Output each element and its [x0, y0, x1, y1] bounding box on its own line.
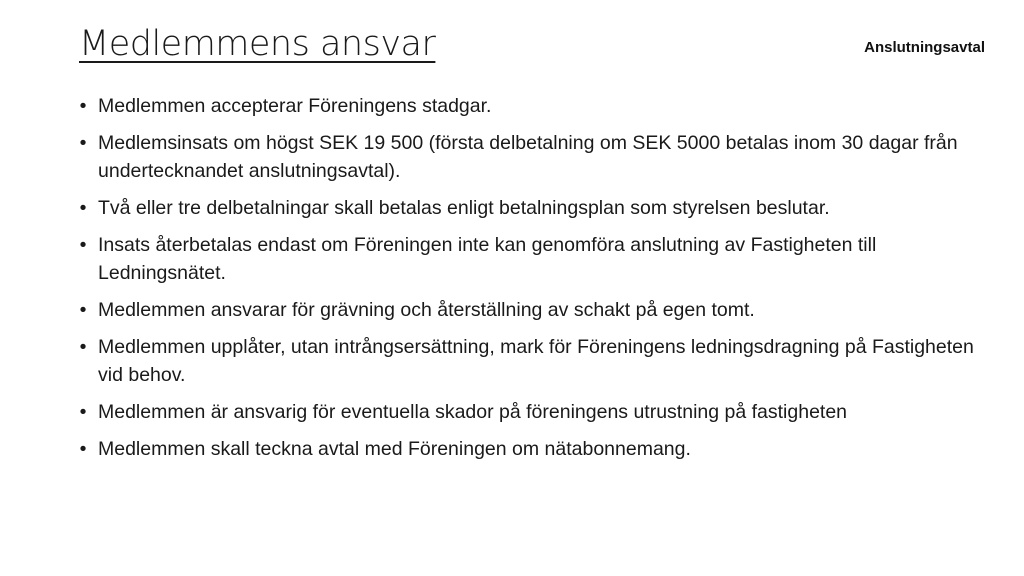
- bullet-icon: •: [79, 401, 87, 423]
- bullet-icon: •: [79, 336, 87, 358]
- bullet-icon: •: [79, 234, 87, 256]
- document-tag: Anslutningsavtal: [864, 39, 985, 56]
- bullet-text: Medlemmen skall teckna avtal med Föreningen om nätabonnemang.: [98, 438, 691, 460]
- bullet-item: [76, 194, 996, 222]
- bullet-text: Insats återbetalas endast om Föreningen inte kan genomföra anslutning av Fastigheten till Ledningsnätet.: [98, 234, 877, 284]
- bullet-item: [76, 398, 996, 426]
- bullet-item: [76, 435, 996, 463]
- bullet-item: [76, 296, 996, 324]
- bullet-icon: •: [79, 197, 87, 219]
- bullet-text: Medlemmen upplåter, utan intrångsersättning, mark för Föreningens ledningsdragning på Fastigheten vid behov.: [98, 336, 974, 386]
- bullet-item: [76, 231, 996, 287]
- slide-title: Medlemmens ansvar: [79, 24, 436, 64]
- bullet-item: [76, 333, 996, 389]
- bullet-text: Medlemsinsats om högst SEK 19 500 (första delbetalning om SEK 5000 betalas inom 30 dagar från undertecknandet anslutningsavtal).: [98, 132, 958, 182]
- bullet-text: Två eller tre delbetalningar skall betalas enligt betalningsplan som styrelsen beslutar.: [98, 197, 830, 219]
- bullet-item: [76, 92, 996, 120]
- bullet-icon: •: [79, 438, 87, 460]
- bullet-item: [76, 129, 996, 185]
- bullet-text: Medlemmen accepterar Föreningens stadgar.: [98, 95, 492, 117]
- bullet-list: [76, 92, 996, 472]
- bullet-text: Medlemmen är ansvarig för eventuella skador på föreningens utrustning på fastigheten: [98, 401, 848, 423]
- bullet-icon: •: [79, 132, 87, 154]
- bullet-icon: •: [79, 299, 87, 321]
- bullet-text: Medlemmen ansvarar för grävning och återställning av schakt på egen tomt.: [98, 299, 755, 321]
- bullet-icon: •: [79, 95, 87, 117]
